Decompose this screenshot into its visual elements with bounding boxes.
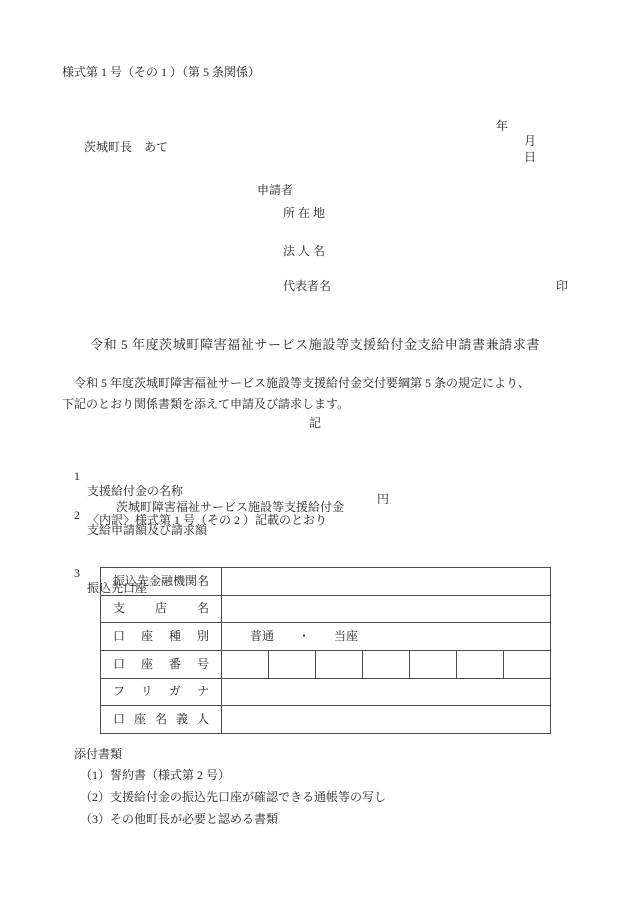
item-3-number: 3: [74, 565, 80, 580]
date-month-label: 月: [524, 134, 537, 149]
item-1-number: 1: [74, 468, 80, 483]
furigana-field[interactable]: [222, 678, 551, 706]
item-2-yen-unit: 円: [377, 492, 390, 506]
table-row-furigana: [101, 678, 551, 706]
item-2-number: 2: [74, 507, 80, 522]
item-2-label: 支給申請額及び請求額: [87, 523, 208, 538]
body-paragraph-line1: 令和 5 年度茨城町障害福祉サービス施設等支援給付金交付要綱第 5 条の規定により、: [62, 376, 531, 390]
account-number-cell[interactable]: [269, 651, 316, 679]
branch-name-field[interactable]: [222, 595, 551, 623]
applicant-corporation-label: 法 人 名: [283, 244, 326, 258]
item-3-label: 振込先口座: [87, 581, 148, 596]
body-paragraph-line2: 下記のとおり関係書類を添えて申請及び請求します。: [62, 397, 350, 411]
bank-name-label: 振込先金融機関名: [101, 568, 222, 596]
branch-name-label: 支店名: [101, 595, 222, 623]
table-row-account-type: [101, 623, 551, 651]
account-type-label: 口座種別: [101, 623, 222, 651]
date-line: [484, 103, 536, 181]
account-type-field[interactable]: 普通 ・ 当座: [222, 623, 551, 651]
item-1-label: 支援給付金の名称: [87, 484, 184, 499]
date-day-label: 日: [524, 149, 537, 164]
account-number-cell[interactable]: [316, 651, 363, 679]
bank-name-field[interactable]: [222, 568, 551, 596]
attachment-item: （1）誓約書（様式第 2 号）: [80, 768, 231, 782]
document-title: 令和 5 年度茨城町障害福祉サービス施設等支援給付金支給申請書兼請求書: [89, 337, 540, 352]
account-number-cell[interactable]: [410, 651, 457, 679]
account-number-cell[interactable]: [504, 651, 551, 679]
furigana-label: フリガナ: [101, 678, 222, 706]
addressee: 茨城町長 あて: [84, 140, 169, 154]
form-number: 様式第 1 号（その 1 ）（第 5 条関係）: [62, 65, 261, 79]
bank-account-table: [100, 567, 551, 734]
account-number-cell[interactable]: [222, 651, 269, 679]
account-number-label: 口座番号: [101, 651, 222, 679]
table-row-account-holder: [101, 706, 551, 734]
attachment-item: （2）支援給付金の振込先口座が確認できる通帳等の写し: [80, 790, 387, 804]
account-holder-label: 口座名義人: [101, 706, 222, 734]
attachment-item: （3）その他町長が必要と認める書類: [80, 812, 279, 826]
applicant-address-label: 所 在 地: [283, 206, 326, 220]
seal-mark: 印: [556, 279, 569, 293]
account-number-cell[interactable]: [363, 651, 410, 679]
account-holder-field[interactable]: [222, 706, 551, 734]
applicant-representative-label: 代表者名: [283, 279, 332, 293]
date-year-label: 年: [496, 118, 509, 133]
attachments-heading: 添付書類: [74, 747, 123, 761]
account-number-cell[interactable]: [457, 651, 504, 679]
table-row-account-number: [101, 651, 551, 679]
table-row-bank-name: [101, 568, 551, 596]
applicant-heading: 申請者: [257, 183, 294, 197]
item-1-value: 茨城町障害福祉サービス施設等支援給付金: [116, 499, 345, 514]
item-2-note: 〈内訳〉様式第 1 号（その 2 ）記載のとおり: [87, 513, 328, 527]
record-mark: 記: [308, 416, 321, 430]
table-row-branch-name: [101, 595, 551, 623]
